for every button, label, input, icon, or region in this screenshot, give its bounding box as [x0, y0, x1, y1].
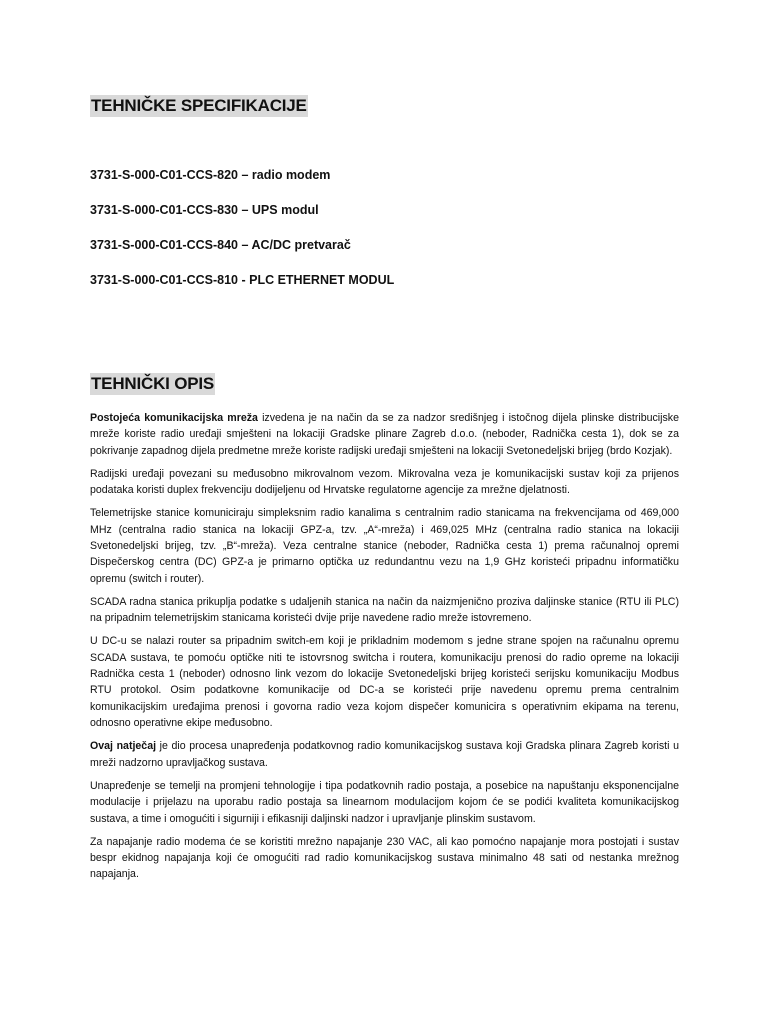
spec-separator: – — [238, 238, 252, 252]
paragraph-text: Telemetrijske stanice komuniciraju simpleksnim radio kanalima s centralnim radio stanicama na frekvencijama od 469,000 MHz (centralna radio stanica na lokaciji GPZ-a, tzv. „A“-mreža) i 469,025 MHz (centralna radio stanica na lokaciji Svetonedeljski brijeg, tzv. „B“-mreža). Veza centralne stanice (neboder, Radnička cesta 1) prema računalnoj opremi Dispečerskog centra (DC) GPZ-a je primarno optička uz redundantnu vezu na 1,9 GHz koristeći pripadnu informatičku opremu (switch i router). — [90, 507, 679, 585]
paragraph — [90, 410, 679, 459]
paragraph — [90, 778, 679, 827]
spec-code: 3731-S-000-C01-CCS-840 — [90, 238, 238, 252]
paragraph-text: je dio procesa unapređenja podatkovnog radio komunikacijskog sustava koji Gradska plinara Zagreb koristi u mreži nadzorno upravljačkog sustava. — [90, 740, 679, 769]
spec-code: 3731-S-000-C01-CCS-810 — [90, 273, 238, 287]
paragraph — [90, 633, 679, 731]
spec-separator: – — [238, 203, 252, 217]
paragraph-text: U DC-u se nalazi router sa pripadnim switch-em koji je prikladnim modemom s jedne strane spojen na računalnu opremu SCADA sustava, te pomoću optičke niti te istovrsnog switcha i routera, komunikaciju prenosi do radio opreme na lokaciji Radnička cesta 1 (neboder) odnosno link vezom do lokacije Svetonedeljski brijeg koristeći serijsku komunikaciju Modbus RTU protokol. Osim podatkovne komunikacije od DC-a se koristeći prije navedenu opremu prema centralnim komunikacijskim uređajima prenosi i govorna radio veza kojom dispečer komunicira s operativnim ekipama na terenu, odnosno operativne ekipe međusobno. — [90, 635, 679, 730]
spec-separator: - — [238, 273, 250, 287]
paragraph-lead: Ovaj natječaj — [90, 740, 157, 753]
spec-name: radio modem — [251, 168, 331, 182]
paragraph — [90, 834, 679, 883]
paragraph — [90, 594, 679, 627]
spec-name: AC/DC pretvarač — [251, 238, 351, 252]
spec-code: 3731-S-000-C01-CCS-820 — [90, 168, 238, 182]
paragraph — [90, 505, 679, 587]
paragraph-text: SCADA radna stanica prikuplja podatke s udaljenih stanica na način da naizmjenično proziva daljinske stanice (RTU ili PLC) na pripadnim telemetrijskim stanicama koristeći dvije prije navedene radio mreže istovremeno. — [90, 595, 679, 625]
paragraph-lead: Postojeća komunikacijska mreža — [90, 412, 258, 424]
spec-line — [90, 202, 319, 218]
paragraph — [90, 738, 679, 771]
paragraph — [90, 466, 679, 499]
paragraph-text: izvedena je na način da se za nadzor središnjeg i istočnog dijela plinske distribucijske mreže koriste radio uređaji smješteni na lokaciji Gradske plinare Zagreb d.o.o. (neboder, Radnička cesta 1), dok se za pokrivanje zapadnog dijela predmetne mreže koriste radijski uređaji smješteni na lokaciji Svetonedeljski brijeg (brdo Kozjak). — [90, 412, 679, 457]
paragraph-text: Radijski uređaji povezani su međusobno mikrovalnom vezom. Mikrovalna veza je komunikacijski sustav koji za prijenos podataka koristi duplex frekvenciju dodijeljenu od Hrvatske regulatorne agencije za mrežne djelatnosti. — [90, 467, 679, 497]
description-body — [90, 410, 679, 889]
spec-name: UPS modul — [251, 203, 319, 217]
spec-line — [90, 167, 330, 183]
spec-line — [90, 272, 394, 288]
spec-name: PLC ETHERNET MODUL — [249, 273, 395, 287]
spec-separator: – — [238, 168, 252, 182]
paragraph-text: Unapređenje se temelji na promjeni tehnologije i tipa podatkovnih radio postaja, a posebice na napuštanju eksponencijalne modulacije i prijelazu na uporabu radio postaja sa linearnom modulacijom kojom će se podići kvaliteta komunikacijskog sustava, a time i omogućiti i sigurniji i efikasniji daljinski nadzor i upravljanje plinskim sustavom. — [90, 779, 679, 825]
section-heading-specifications: TEHNIČKE SPECIFIKACIJE — [91, 96, 307, 115]
spec-code: 3731-S-000-C01-CCS-830 — [90, 203, 238, 217]
section-heading-description: TEHNIČKI OPIS — [91, 374, 215, 393]
spec-line — [90, 237, 351, 253]
paragraph-text: Za napajanje radio modema će se koristiti mrežno napajanje 230 VAC, ali kao pomoćno napajanje mora postojati i sustav bespr ekidnog napajanja koji će omogućiti rad radio komunikacijskog sustava minimalno 48 sati od nestanka mrežnog napajanja. — [90, 835, 679, 881]
